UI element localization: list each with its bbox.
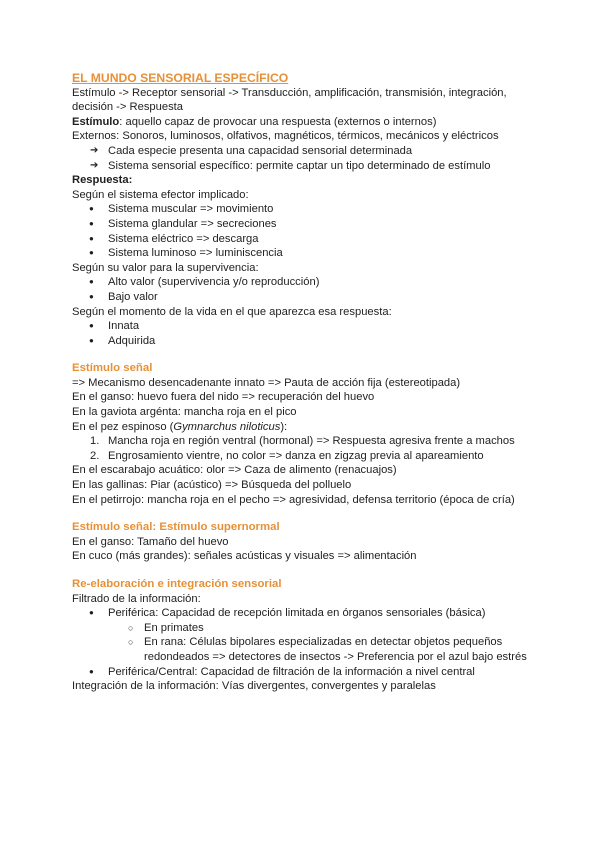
list-item: ● Periférica: Capacidad de recepción limitada en órganos sensoriales (básica) [72, 606, 542, 621]
list-item: ● Alto valor (supervivencia y/o reproducción) [72, 275, 542, 290]
respuesta-label: Respuesta: [72, 174, 133, 187]
page-title: EL MUNDO SENSORIAL ESPECÍFICO [72, 71, 289, 85]
list-item: ● Sistema muscular => movimiento [72, 202, 542, 217]
item-text: Engrosamiento vientre, no color => danza en zigzag previa al apareamiento [108, 449, 484, 462]
list-item: ● Sistema glandular => secreciones [72, 217, 542, 232]
list-item: ● Bajo valor [72, 290, 542, 305]
sub-list-item: ○ En primates [72, 621, 542, 636]
senal-line: En las gallinas: Piar (acústico) => Búsqueda del polluelo [72, 479, 352, 492]
list-item: ● Periférica/Central: Capacidad de filtración de la información a nivel central [72, 665, 542, 680]
senal-line: => Mecanismo desencadenante innato => Pauta de acción fija (estereotipada) [72, 376, 461, 389]
filtrado-line: Filtrado de la información: [72, 592, 201, 605]
valor-list [72, 275, 542, 304]
pez-suffix: ): [280, 420, 288, 433]
arrow-item: ➔ Cada especie presenta una capacidad sensorial determinada [72, 144, 542, 159]
senal-line: En el escarabajo acuático: olor => Caza de alimento (renacuajos) [72, 464, 397, 477]
efector-list [72, 202, 542, 260]
reelab-heading: Re-elaboración e integración sensorial [72, 578, 282, 590]
pez-prefix: En el pez espinoso ( [72, 420, 174, 433]
integracion-line: Integración de la información: Vías divergentes, convergentes y paralelas [72, 680, 436, 693]
supernormal-line: En cuco (más grandes): señales acústicas y visuales => alimentación [72, 550, 417, 563]
pez-species: Gymnarchus niloticus [173, 420, 281, 433]
sub-list-item: ○ En rana: Células bipolares especializadas en detectar objetos pequeños redondeados => detectores de insectos -> Preferencia por el azul bajo estrés [72, 635, 542, 664]
respuesta-heading [72, 173, 542, 188]
list-item: ● Adquirida [72, 334, 542, 349]
pez-line [72, 420, 542, 435]
senal-line: En el ganso: huevo fuera del nido => recuperación del huevo [72, 391, 375, 404]
section-gap [72, 348, 542, 361]
intro-flow: Estímulo -> Receptor sensorial -> Transducción, amplificación, transmisión, integración, decisión -> Respuesta [72, 86, 507, 114]
filtrado-list [72, 606, 542, 621]
item-number: 1. [90, 435, 100, 448]
list-item: ● Sistema luminoso => luminiscencia [72, 246, 542, 261]
document-content [72, 71, 542, 694]
list-item [72, 449, 542, 464]
central-list [72, 665, 542, 680]
estimulo-definition [72, 115, 542, 130]
item-number: 2. [90, 449, 100, 462]
section-gap [72, 564, 542, 577]
pez-numbered-list [72, 434, 542, 463]
momento-intro: Según el momento de la vida en el que aparezca esa respuesta: [72, 305, 392, 318]
supernormal-heading: Estímulo señal: Estímulo supernormal [72, 521, 280, 534]
list-item: ● Innata [72, 319, 542, 334]
senal-heading: Estímulo señal [72, 362, 153, 375]
section-gap [72, 507, 542, 520]
supernormal-line: En el ganso: Tamaño del huevo [72, 535, 229, 548]
arrow-item: ➔ Sistema sensorial específico: permite captar un tipo determinado de estímulo [72, 159, 542, 174]
item-text: Mancha roja en región ventral (hormonal) => Respuesta agresiva frente a machos [108, 435, 515, 448]
arrow-list [72, 144, 542, 173]
externos-line: Externos: Sonoros, luminosos, olfativos, magnéticos, térmicos, mecánicos y eléctricos [72, 130, 499, 143]
list-item: ● Sistema eléctrico => descarga [72, 232, 542, 247]
list-item [72, 434, 542, 449]
senal-line: En la gaviota argénta: mancha roja en el pico [72, 406, 297, 419]
estimulo-def: : aquello capaz de provocar una respuesta (externos o internos) [119, 115, 437, 128]
periferica-sublist [72, 621, 542, 665]
senal-line: En el petirrojo: mancha roja en el pecho => agresividad, defensa territorio (época de cría) [72, 493, 515, 506]
efector-intro: Según el sistema efector implicado: [72, 188, 249, 201]
valor-intro: Según su valor para la supervivencia: [72, 261, 259, 274]
momento-list [72, 319, 542, 348]
estimulo-label: Estímulo [72, 115, 120, 128]
